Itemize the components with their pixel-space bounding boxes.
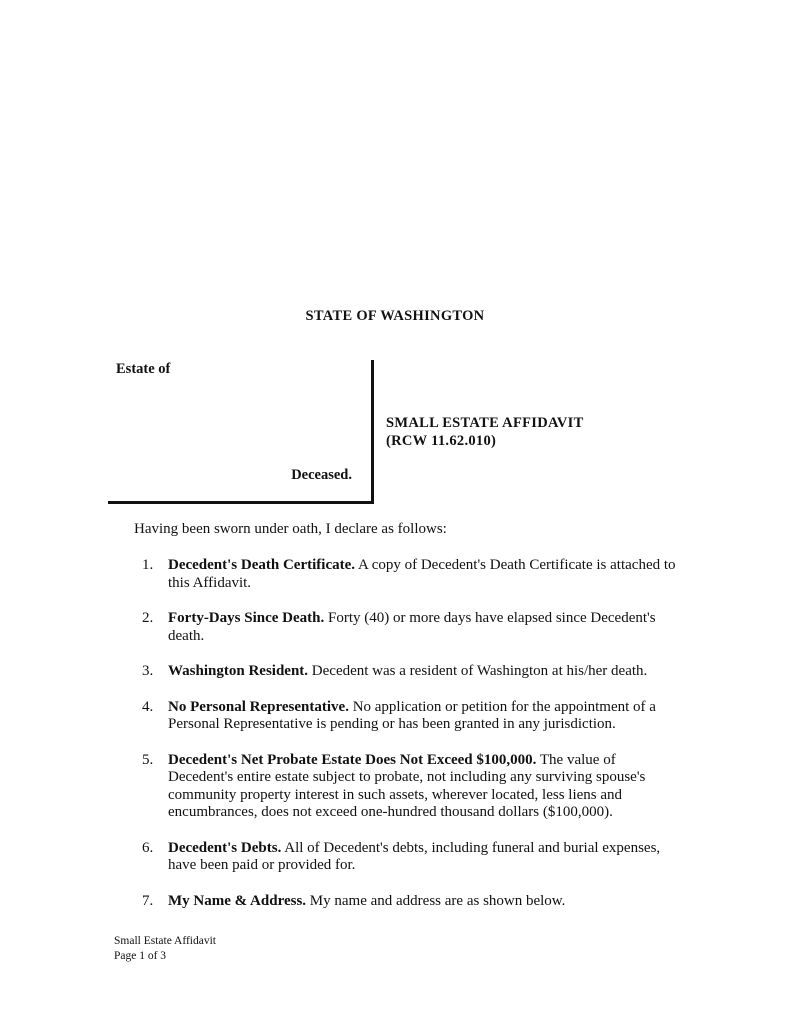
item-number: 6. xyxy=(142,839,154,856)
item-text: Forty (40) or more days have elapsed since Decedent's death. xyxy=(168,610,656,644)
item-heading: Decedent's Death Certificate. xyxy=(168,557,356,573)
item-number: 4. xyxy=(142,698,154,715)
item-text: Decedent was a resident of Washington at his/her death. xyxy=(308,663,648,679)
item-text: A copy of Decedent's Death Certificate is attached to this Affidavit. xyxy=(168,557,676,591)
item-text: No application or petition for the appointment of a Personal Representative is pending or has been granted in any jurisdiction. xyxy=(168,698,656,732)
item-heading: Washington Resident. xyxy=(168,663,309,679)
declaration-item xyxy=(138,893,678,911)
document-title-statute: (RCW 11.62.010) xyxy=(386,433,497,449)
item-number: 7. xyxy=(142,892,154,909)
declaration-item xyxy=(138,663,678,681)
declaration-item xyxy=(138,557,678,592)
item-heading: Decedent's Net Probate Estate Does Not Exceed $100,000. xyxy=(168,751,537,768)
item-text: All of Decedent's debts, including funeral and burial expenses, have been paid or provided for. xyxy=(168,839,661,873)
item-heading: My Name & Address. xyxy=(168,892,307,909)
deceased-label: Deceased. xyxy=(291,467,352,483)
state-title: STATE OF WASHINGTON xyxy=(305,308,485,324)
declaration-list xyxy=(138,557,678,928)
footer-page-number: Page 1 of 3 xyxy=(114,950,167,962)
item-heading: Decedent's Debts. xyxy=(168,839,282,856)
item-text: My name and address are as shown below. xyxy=(306,892,566,909)
item-number: 2. xyxy=(142,610,154,626)
item-number: 3. xyxy=(142,663,154,679)
item-heading: No Personal Representative. xyxy=(168,698,349,715)
declaration-item xyxy=(138,699,678,734)
case-caption-box xyxy=(108,360,374,504)
declaration-item xyxy=(138,610,678,645)
intro-statement: Having been sworn under oath, I declare as follows: xyxy=(134,521,447,537)
item-heading: Forty-Days Since Death. xyxy=(168,610,325,626)
declaration-item xyxy=(138,840,678,875)
estate-of-label: Estate of xyxy=(116,361,171,377)
page-footer xyxy=(114,934,216,964)
declaration-item xyxy=(138,752,678,822)
item-number: 1. xyxy=(142,557,154,573)
item-text: The value of Decedent's entire estate subject to probate, not including any surviving spouse's community property interest in such assets, wherever located, less liens and encumbrances, does not exceed one-hundred thousand dollars ($100,000). xyxy=(168,751,646,820)
item-number: 5. xyxy=(142,751,154,768)
footer-document-name: Small Estate Affidavit xyxy=(114,935,216,947)
document-title xyxy=(386,414,584,450)
document-title-line1: SMALL ESTATE AFFIDAVIT xyxy=(386,415,584,431)
